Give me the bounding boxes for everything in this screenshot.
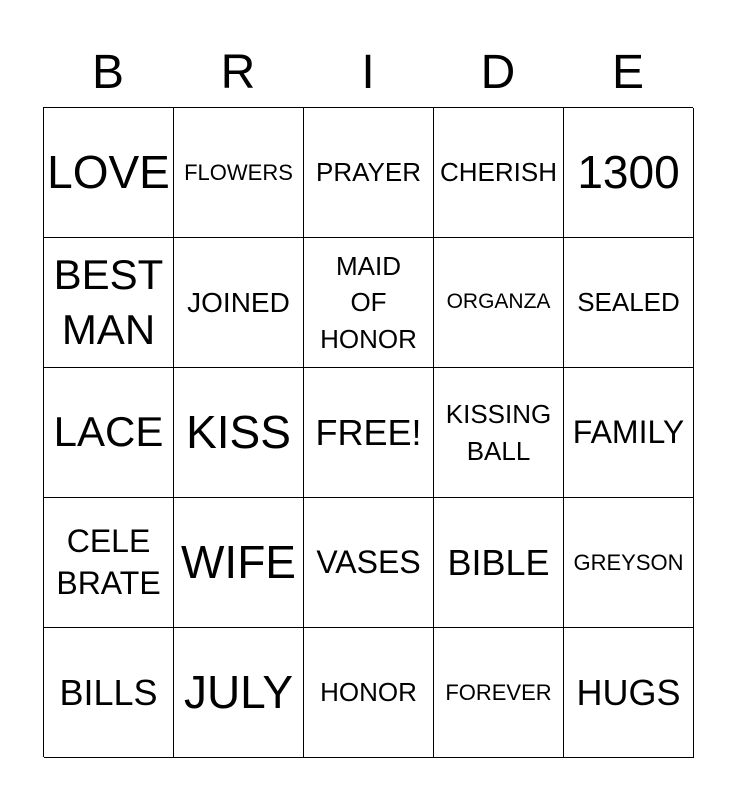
- bingo-cell-r4c4[interactable]: BIBLE: [434, 498, 564, 628]
- bingo-cell-r3c1[interactable]: LACE: [44, 368, 174, 498]
- bingo-cell-r4c2[interactable]: WIFE: [174, 498, 304, 628]
- bingo-cell-r1c1[interactable]: LOVE: [44, 108, 174, 238]
- bingo-cell-r3c2[interactable]: KISS: [174, 368, 304, 498]
- bingo-cell-r3c4[interactable]: KISSING BALL: [434, 368, 564, 498]
- header-letter-i: I: [361, 46, 375, 99]
- bingo-cell-r2c2[interactable]: JOINED: [174, 238, 304, 368]
- header-letter-b: B: [91, 46, 124, 99]
- bingo-cell-r5c2[interactable]: JULY: [174, 628, 304, 758]
- bingo-cell-r4c1[interactable]: CELE BRATE: [44, 498, 174, 628]
- bingo-cell-r2c1[interactable]: BEST MAN: [44, 238, 174, 368]
- bingo-header: [43, 40, 693, 106]
- bingo-cell-r1c3[interactable]: PRAYER: [304, 108, 434, 238]
- bingo-board: [43, 107, 693, 757]
- header-letter-r: R: [220, 46, 256, 99]
- bingo-cell-r2c3[interactable]: MAID OF HONOR: [304, 238, 434, 368]
- bingo-cell-r3c3[interactable]: FREE!: [304, 368, 434, 498]
- bingo-cell-r2c5[interactable]: SEALED: [564, 238, 694, 368]
- bingo-cell-r4c5[interactable]: GREYSON: [564, 498, 694, 628]
- header-letter-e: E: [611, 46, 644, 99]
- bingo-cell-r5c5[interactable]: HUGS: [564, 628, 694, 758]
- bingo-cell-r5c3[interactable]: HONOR: [304, 628, 434, 758]
- bingo-cell-r2c4[interactable]: ORGANZA: [434, 238, 564, 368]
- header-letter-d: D: [480, 46, 516, 99]
- bingo-cell-r4c3[interactable]: VASES: [304, 498, 434, 628]
- bingo-cell-r5c4[interactable]: FOREVER: [434, 628, 564, 758]
- bingo-cell-r3c5[interactable]: FAMILY: [564, 368, 694, 498]
- bingo-cell-r1c2[interactable]: FLOWERS: [174, 108, 304, 238]
- bingo-cell-r5c1[interactable]: BILLS: [44, 628, 174, 758]
- bingo-cell-r1c4[interactable]: CHERISH: [434, 108, 564, 238]
- bingo-cell-r1c5[interactable]: 1300: [564, 108, 694, 238]
